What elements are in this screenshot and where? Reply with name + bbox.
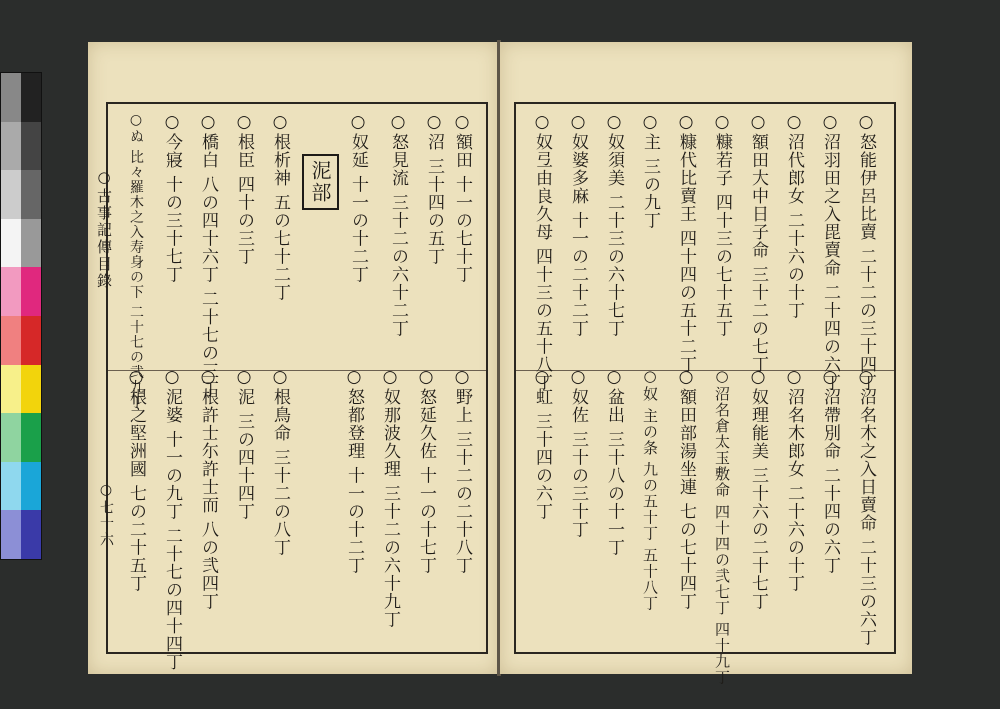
entry-column: ○野上 三十二の二十八丁 xyxy=(452,367,472,575)
entry-column: ○怒能伊呂比賣 二十二の三十四丁 xyxy=(856,112,876,392)
entry-column: ○沼名木郎女 二十六の十丁 xyxy=(784,367,804,593)
entry-column: ○沼帶別命 二十四の六丁 xyxy=(820,367,840,575)
left-page xyxy=(88,42,498,674)
entry-column: ○ぬ 比々羅木之入寿身の下 二十七の弐九丁 xyxy=(128,112,144,410)
entry-column: ○奴延 十一の十二丁 xyxy=(348,112,368,284)
right-page xyxy=(500,42,912,686)
entry-column: ○怒延久佐 十一の十七丁 xyxy=(416,367,436,575)
entry-column: ○額田 十一の七十丁 xyxy=(452,112,472,284)
section-label-box: 泥部 xyxy=(302,154,339,210)
entry-column: ○奴佐 三十の三十丁 xyxy=(568,367,588,539)
color-calibration-bar xyxy=(0,72,42,560)
entry-column: ○橋白 八の四十六丁 二十七の三丁 xyxy=(198,112,218,398)
entry-column: ○額田部湯坐連 七の七十四丁 xyxy=(676,367,696,611)
entry-column: ○怒都登理 十一の十二丁 xyxy=(344,367,364,575)
entry-column: ○奴 主の条 九の五十丁 五十八丁 xyxy=(641,367,659,612)
entry-column: ○奴須美 二十三の六十七丁 xyxy=(604,112,624,338)
entry-column: ○奴婆多麻 十一の二十二丁 xyxy=(568,112,588,338)
entry-column: ○根鳥命 三十二の八丁 xyxy=(270,367,290,557)
entry-column: ○虹 三十四の六丁 xyxy=(532,367,552,521)
entry-column: ○根析神 五の七十二丁 xyxy=(270,112,290,302)
entry-column: ○沼 三十四の五丁 xyxy=(424,112,444,266)
entry-column: ○奴弖由良久母 四十三の五十八丁 xyxy=(532,112,552,392)
entry-column: ○根臣 四十の三丁 xyxy=(234,112,254,266)
entry-column: ○糠代比賣王 四十四の五十二丁 xyxy=(676,112,696,374)
entry-column: ○沼羽田之入毘賣命 二十四の六丁 xyxy=(820,112,840,392)
entry-column: ○沼名倉太玉敷命 四十四の弐七丁 四十九丁 xyxy=(713,367,731,686)
entry-column: ○奴那波久理 三十二の六十九丁 xyxy=(380,367,400,629)
entry-column: ○怒見流 三十二の六十二丁 xyxy=(388,112,408,338)
entry-column: ○泥 三の四十四丁 xyxy=(234,367,254,521)
entry-column: ○主 三の九丁 xyxy=(640,112,660,230)
page-header: ○古事記傳目錄 xyxy=(95,168,113,290)
entry-column: ○泥婆 十一の九丁 二十七の四十四丁 xyxy=(162,367,182,671)
entry-column: ○糠若子 四十三の七十五丁 xyxy=(712,112,732,338)
entry-column: ○沼代郎女 二十六の十丁 xyxy=(784,112,804,320)
entry-column: ○根許士尓許士而 八の弐四丁 xyxy=(198,367,218,611)
entry-column: ○今寢 十の三十七丁 xyxy=(162,112,182,284)
entry-column: ○根之堅洲國 七の二十五丁 xyxy=(126,367,146,593)
entry-column: ○盆出 三十八の十一丁 xyxy=(604,367,624,557)
entry-column: ○額田大中日子命 三十二の七丁 xyxy=(748,112,768,374)
entry-column: ○奴理能美 三十六の二十七丁 xyxy=(748,367,768,611)
entry-column: ○沼名木之入日賣命 二十三の六丁 xyxy=(856,367,876,647)
page-number: ○七十六 xyxy=(98,482,114,548)
